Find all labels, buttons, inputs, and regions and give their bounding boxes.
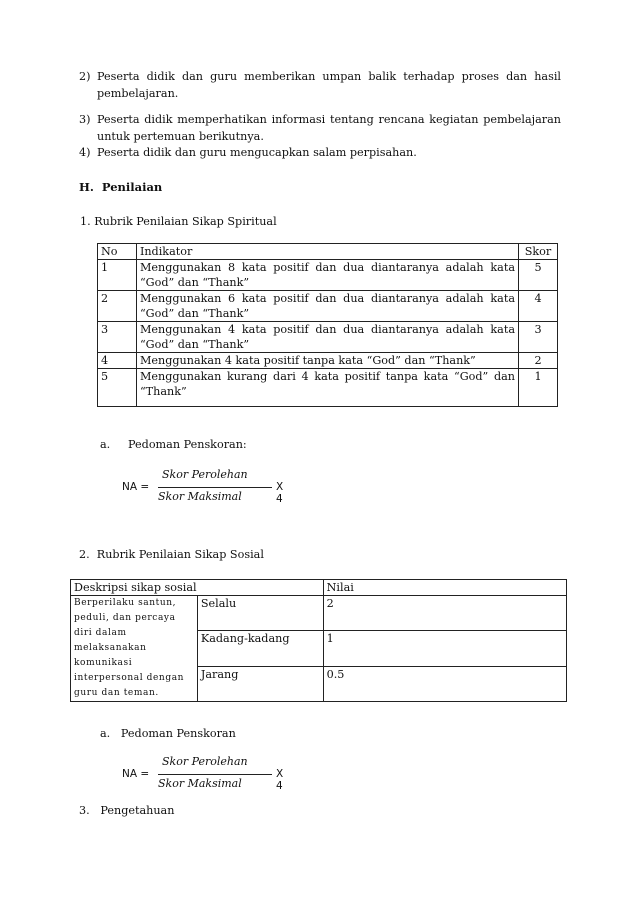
score-formula xyxy=(122,468,292,508)
cell-frequency: Jarang xyxy=(197,666,323,701)
cell-no: 1 xyxy=(98,260,137,291)
cell-nilai: 1 xyxy=(323,631,566,666)
pedoman-label: a. Pedoman Penskoran: xyxy=(100,438,247,451)
cell-indikator: Menggunakan 4 kata positif tanpa kata “God” dan “Thank” xyxy=(136,353,518,369)
fraction-bar xyxy=(158,774,272,775)
table-row xyxy=(98,369,558,407)
cell-indikator: Menggunakan 4 kata positif dan dua diantaranya adalah kata “God” dan “Thank” xyxy=(136,322,518,353)
sikap-description: Berperilaku santun, peduli, dan percaya diri dalam melaksanakan komunikasi interpersonal dengan guru dan teman. xyxy=(71,596,198,702)
pedoman-label: a. Pedoman Penskoran xyxy=(100,727,236,740)
table-header-row xyxy=(71,580,567,596)
list-item xyxy=(79,69,561,102)
formula-lhs: NA = xyxy=(122,768,150,780)
cell-skor: 3 xyxy=(519,322,558,353)
rubric2-table xyxy=(70,579,567,702)
formula-lhs: NA = xyxy=(122,481,150,493)
cell-frequency: Selalu xyxy=(197,596,323,631)
list-item xyxy=(79,112,561,145)
list-number: 3) xyxy=(79,113,91,126)
cell-nilai: 2 xyxy=(323,596,566,631)
cell-indikator: Menggunakan 8 kata positif dan dua diantaranya adalah kata “God” dan “Thank” xyxy=(136,260,518,291)
section-heading xyxy=(79,180,162,194)
list-number: 4) xyxy=(79,146,91,159)
rubric2-title: 2. Rubrik Penilaian Sikap Sosial xyxy=(79,548,264,561)
formula-numerator: Skor Perolehan xyxy=(162,755,248,768)
fraction-bar xyxy=(158,487,272,488)
table-row xyxy=(98,291,558,322)
table-row xyxy=(98,260,558,291)
formula-numerator: Skor Perolehan xyxy=(162,468,248,481)
list-number: 2) xyxy=(79,70,91,83)
header-indikator: Indikator xyxy=(136,244,518,260)
formula-rhs: X 4 xyxy=(276,481,284,505)
cell-no: 3 xyxy=(98,322,137,353)
cell-skor: 4 xyxy=(519,291,558,322)
formula-denominator: Skor Maksimal xyxy=(158,490,242,503)
rubric1-title: 1. Rubrik Penilaian Sikap Spiritual xyxy=(80,215,277,228)
list-text: Peserta didik dan guru mengucapkan salam perpisahan. xyxy=(97,146,417,159)
table-row xyxy=(71,596,567,631)
header-no: No xyxy=(98,244,137,260)
cell-nilai: 0.5 xyxy=(323,666,566,701)
cell-no: 4 xyxy=(98,353,137,369)
formula-denominator: Skor Maksimal xyxy=(158,777,242,790)
rubric1-table xyxy=(97,243,558,407)
header-nilai: Nilai xyxy=(323,580,566,596)
section-label: H. xyxy=(79,180,94,194)
cell-frequency: Kadang-kadang xyxy=(197,631,323,666)
list-text: Peserta didik memperhatikan informasi tentang rencana kegiatan pembelajaran untuk pertemuan berikutnya. xyxy=(97,113,561,143)
section-title: Penilaian xyxy=(101,180,163,194)
cell-no: 5 xyxy=(98,369,137,407)
list-text: Peserta didik dan guru memberikan umpan balik terhadap proses dan hasil pembelajaran. xyxy=(97,70,561,100)
section3-title: 3. Pengetahuan xyxy=(79,804,175,817)
cell-skor: 5 xyxy=(519,260,558,291)
score-formula xyxy=(122,755,292,795)
header-deskripsi: Deskripsi sikap sosial xyxy=(71,580,324,596)
cell-indikator: Menggunakan kurang dari 4 kata positif tanpa kata “God” dan “Thank” xyxy=(136,369,518,407)
cell-skor: 2 xyxy=(519,353,558,369)
cell-no: 2 xyxy=(98,291,137,322)
table-row xyxy=(98,322,558,353)
table-header-row xyxy=(98,244,558,260)
formula-rhs: X 4 xyxy=(276,768,284,792)
header-skor: Skor xyxy=(519,244,558,260)
list-item xyxy=(79,145,561,162)
cell-indikator: Menggunakan 6 kata positif dan dua diantaranya adalah kata “God” dan “Thank” xyxy=(136,291,518,322)
cell-skor: 1 xyxy=(519,369,558,407)
table-row xyxy=(98,353,558,369)
